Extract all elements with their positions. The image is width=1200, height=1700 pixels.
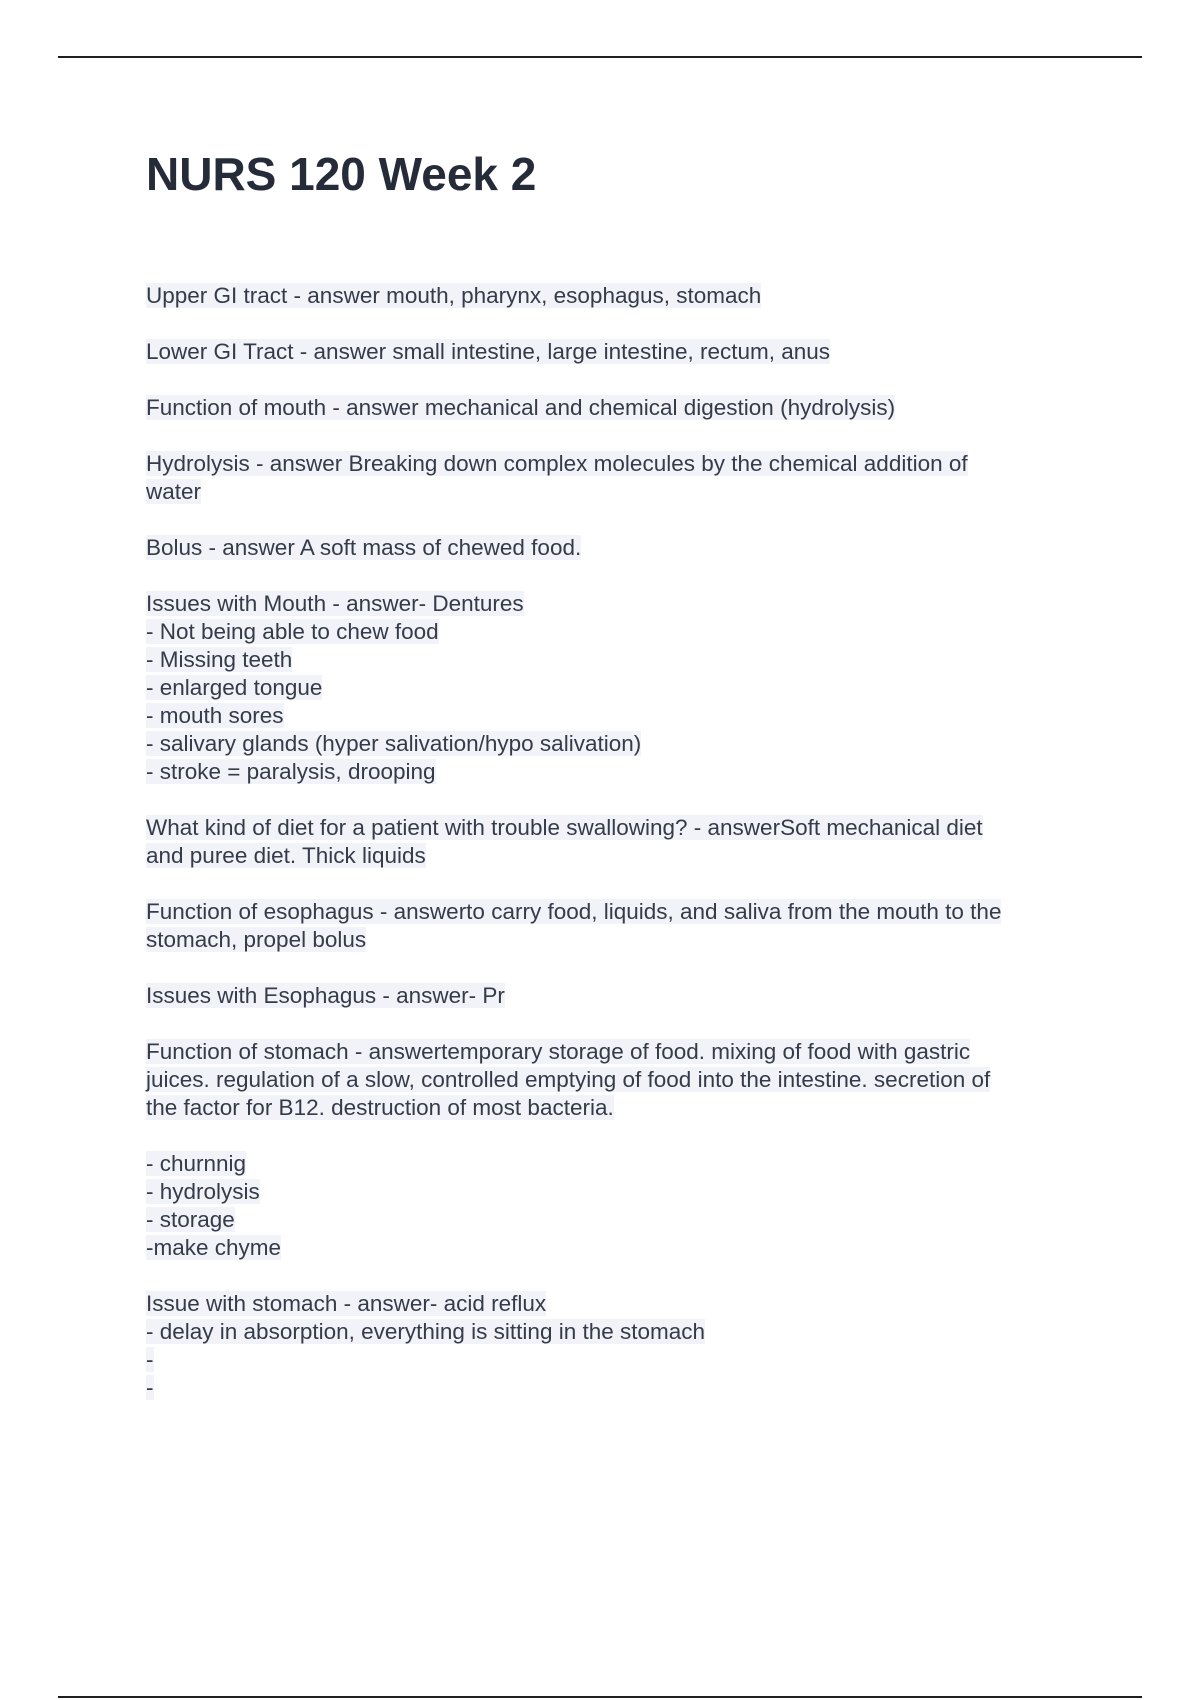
qa-entry — [146, 898, 1076, 954]
entry-line: Function of mouth - answer mechanical and chemical digestion (hydrolysis) — [146, 395, 896, 420]
qa-entry — [146, 814, 1076, 870]
page-title: NURS 120 Week 2 — [146, 148, 537, 200]
qa-entry — [146, 590, 1076, 786]
entry-line: Function of stomach - answertemporary storage of food. mixing of food with gastric — [146, 1039, 971, 1064]
qa-entry — [146, 338, 1076, 366]
entry-line: Lower GI Tract - answer small intestine, large intestine, rectum, anus — [146, 339, 831, 364]
entry-line: the factor for B12. destruction of most bacteria. — [146, 1095, 614, 1120]
entry-line: juices. regulation of a slow, controlled emptying of food into the intestine. secretion of — [146, 1067, 991, 1092]
entry-line: - stroke = paralysis, drooping — [146, 759, 436, 784]
entry-line: Issue with stomach - answer- acid reflux — [146, 1291, 547, 1316]
qa-entry — [146, 450, 1076, 506]
document-body — [146, 282, 1076, 1430]
entry-line: - delay in absorption, everything is sitting in the stomach — [146, 1319, 706, 1344]
top-divider — [58, 56, 1142, 58]
entry-line: and puree diet. Thick liquids — [146, 843, 426, 868]
entry-line: What kind of diet for a patient with trouble swallowing? - answerSoft mechanical diet — [146, 815, 983, 840]
entry-line: Function of esophagus - answerto carry food, liquids, and saliva from the mouth to the — [146, 899, 1002, 924]
entry-line: Upper GI tract - answer mouth, pharynx, esophagus, stomach — [146, 283, 762, 308]
entry-line: - — [146, 1375, 154, 1400]
entry-line: - — [146, 1347, 154, 1372]
entry-line: Issues with Esophagus - answer- Pr — [146, 983, 505, 1008]
qa-entry — [146, 282, 1076, 310]
entry-line: - salivary glands (hyper salivation/hypo salivation) — [146, 731, 642, 756]
qa-entry — [146, 1150, 1076, 1262]
qa-entry — [146, 534, 1076, 562]
entry-line: -make chyme — [146, 1235, 282, 1260]
entry-line: Issues with Mouth - answer- Dentures — [146, 591, 524, 616]
entry-line: - Missing teeth — [146, 647, 293, 672]
qa-entry — [146, 982, 1076, 1010]
qa-entry — [146, 1290, 1076, 1402]
entry-line: Bolus - answer A soft mass of chewed food. — [146, 535, 582, 560]
entry-line: - enlarged tongue — [146, 675, 323, 700]
entry-line: stomach, propel bolus — [146, 927, 367, 952]
entry-line: water — [146, 479, 202, 504]
entry-line: - churnnig — [146, 1151, 247, 1176]
entry-line: Hydrolysis - answer Breaking down complex molecules by the chemical addition of — [146, 451, 968, 476]
entry-line: - Not being able to chew food — [146, 619, 439, 644]
bottom-divider — [58, 1696, 1142, 1698]
entry-line: - mouth sores — [146, 703, 284, 728]
qa-entry — [146, 1038, 1076, 1122]
entry-line: - hydrolysis — [146, 1179, 260, 1204]
qa-entry — [146, 394, 1076, 422]
entry-line: - storage — [146, 1207, 235, 1232]
